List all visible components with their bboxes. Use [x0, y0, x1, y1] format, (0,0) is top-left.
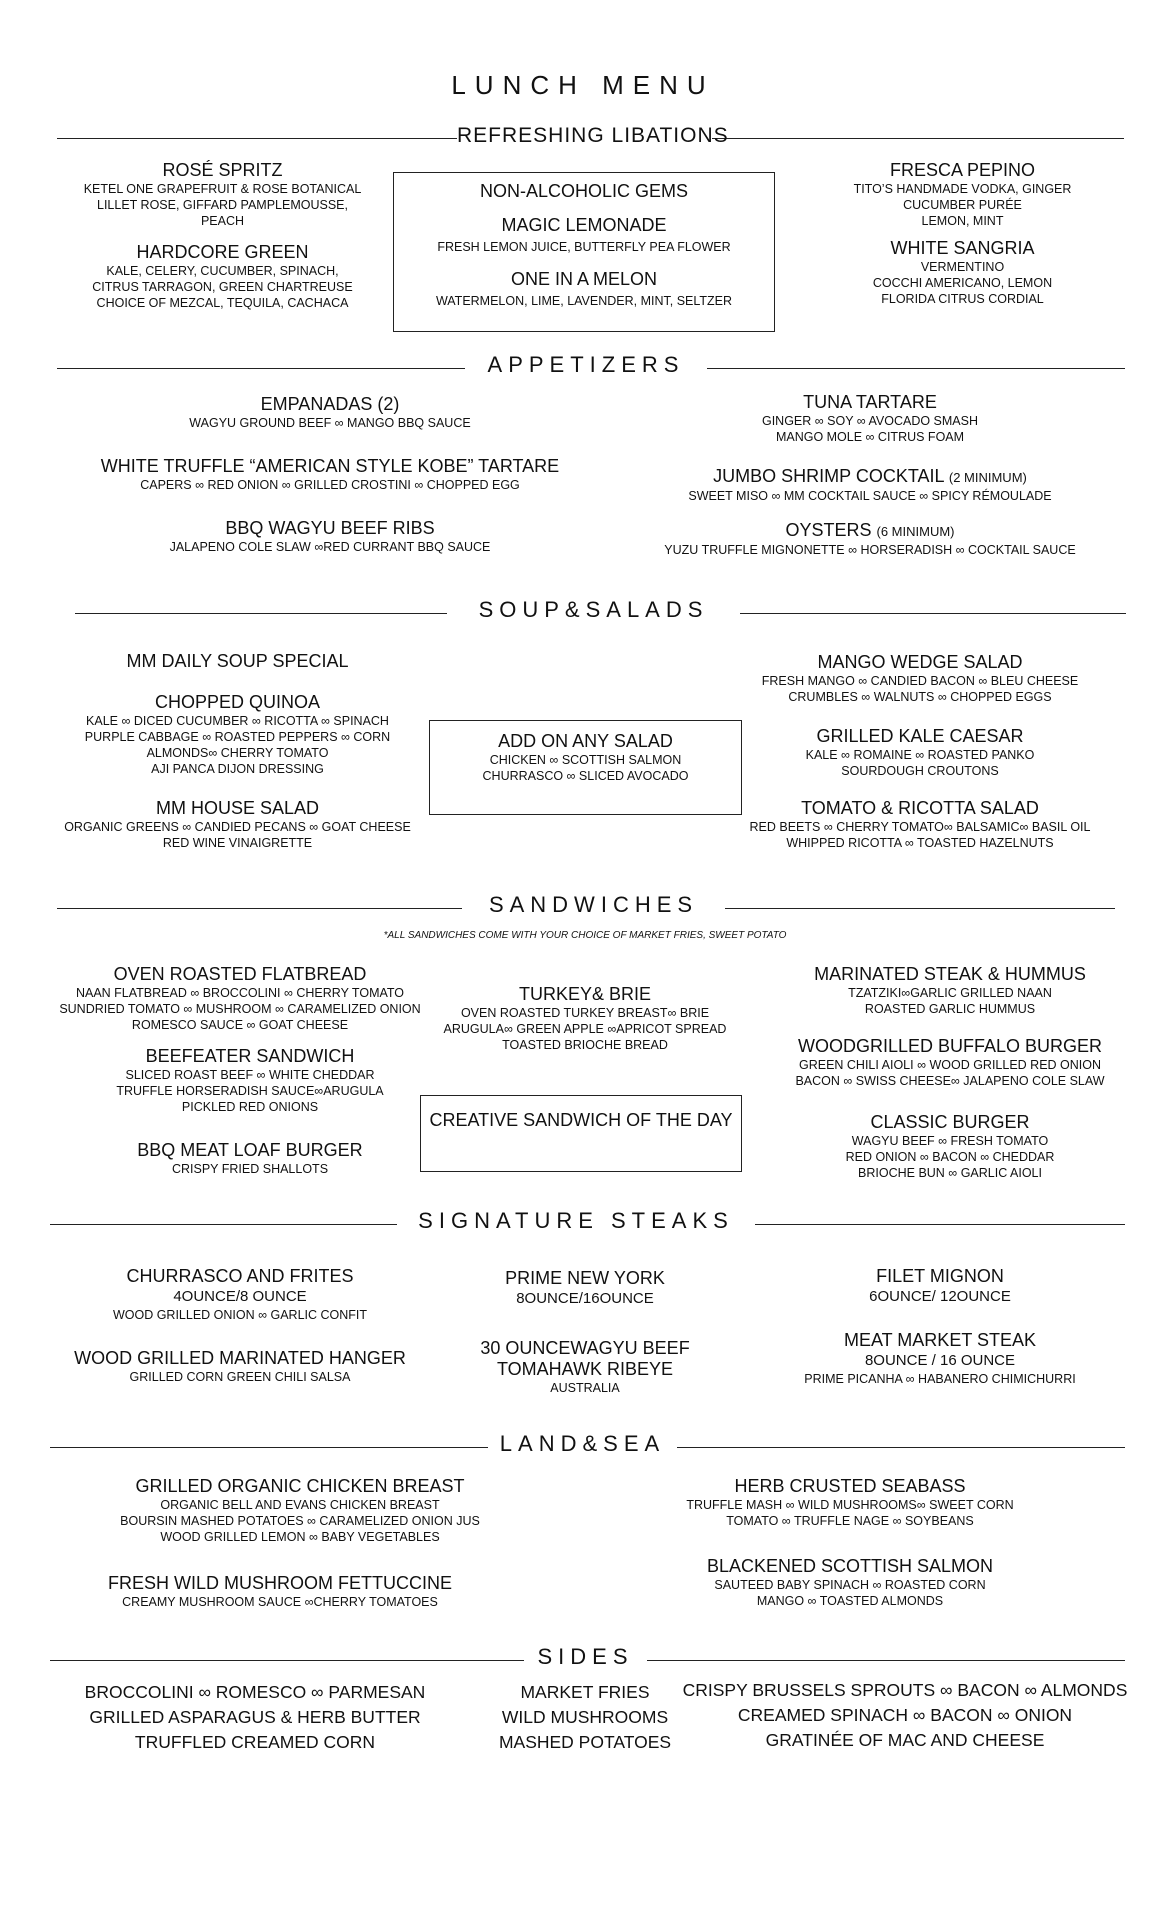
item-name: CHOPPED QUINOA [154, 692, 321, 712]
item-name: MM DAILY SOUP SPECIAL [126, 651, 349, 671]
side-item: CRISPY BRUSSELS SPROUTS ∞ BACON ∞ ALMONDS [682, 1680, 1128, 1700]
item-name: FRESH WILD MUSHROOM FETTUCCINE [108, 1573, 452, 1593]
item-name: EMPANADAS (2) [260, 394, 400, 414]
item-size: 8OUNCE/16OUNCE [516, 1290, 654, 1307]
item-desc: CRISPY FRIED SHALLOTS [171, 1162, 329, 1176]
item-size: 8OUNCE / 16 OUNCE [864, 1352, 1016, 1369]
sandwich-flatbread [40, 964, 440, 1033]
sandwich-steak-hummus [760, 964, 1140, 1017]
item-name: FRESCA PEPINO [889, 160, 1036, 180]
item-qualifier: (2 MINIMUM) [948, 470, 1027, 485]
divider [725, 908, 1115, 909]
item-name: MM HOUSE SALAD [155, 798, 320, 818]
item-desc: CHOICE OF MEZCAL, TEQUILA, CACHACA [96, 296, 349, 310]
item-name: ROSÉ SPRITZ [162, 160, 283, 180]
sandwich-beefeater [60, 1046, 440, 1115]
menu-title: LUNCH MENU [451, 70, 715, 100]
item-name: GRILLED ORGANIC CHICKEN BREAST [135, 1476, 465, 1496]
item-name: BLACKENED SCOTTISH SALMON [706, 1556, 994, 1576]
divider [740, 613, 1126, 614]
item-desc: TRUFFLE MASH ∞ WILD MUSHROOMS∞ SWEET CORN [686, 1498, 1014, 1512]
item-desc: AUSTRALIA [550, 1381, 620, 1395]
salad-chopped-quinoa [50, 692, 425, 777]
main-scottish-salmon [660, 1556, 1040, 1609]
item-name: ONE IN A MELON [510, 269, 658, 289]
item-desc: BACON ∞ SWISS CHEESE∞ JALAPENO COLE SLAW [795, 1074, 1105, 1088]
item-name: MAGIC LEMONADE [501, 215, 667, 235]
side-item: GRILLED ASPARAGUS & HERB BUTTER [89, 1707, 421, 1727]
section-title-soup-salads: SOUP&SALADS [447, 597, 740, 623]
side-item: MASHED POTATOES [498, 1732, 672, 1752]
item-desc: PICKLED RED ONIONS [181, 1100, 319, 1114]
item-desc: COCCHI AMERICANO, LEMON [872, 276, 1053, 290]
salad-mango-wedge [740, 652, 1100, 705]
item-desc: GRILLED CORN GREEN CHILI SALSA [129, 1370, 351, 1384]
item-desc: RED ONION ∞ BACON ∞ CHEDDAR [845, 1150, 1055, 1164]
item-qualifier: (6 MINIMUM) [876, 524, 955, 539]
appetizer-truffle-tartare [60, 456, 600, 493]
item-desc: FLORIDA CITRUS CORDIAL [881, 292, 1044, 306]
item-name: WHITE SANGRIA [890, 238, 1035, 258]
side-item: MARKET FRIES [520, 1682, 650, 1702]
item-desc: PRIME PICANHA ∞ HABANERO CHIMICHURRI [804, 1372, 1076, 1386]
item-name: CLASSIC BURGER [870, 1112, 1030, 1132]
item-desc: TZATZIKI∞GARLIC GRILLED NAAN [848, 986, 1052, 1000]
item-desc: WATERMELON, LIME, LAVENDER, MINT, SELTZER [435, 294, 733, 308]
section-title-land-sea: LAND&SEA [488, 1431, 677, 1457]
steak-tomahawk [430, 1338, 740, 1396]
item-desc: CAPERS ∞ RED ONION ∞ GRILLED CROSTINI ∞ CHOPPED EGG [140, 478, 520, 492]
item-desc: PEACH [200, 214, 245, 228]
item-size: 4OUNCE/8 OUNCE [173, 1288, 307, 1305]
item-name: TURKEY& BRIE [518, 984, 652, 1004]
section-title-appetizers: APPETIZERS [465, 352, 707, 378]
item-desc: TRUFFLE HORSERADISH SAUCE∞ARUGULA [116, 1084, 384, 1098]
steak-filet-mignon [770, 1266, 1110, 1307]
main-chicken-breast [100, 1476, 500, 1545]
divider [50, 1224, 397, 1225]
item-name: BEEFEATER SANDWICH [145, 1046, 355, 1066]
item-desc: FRESH LEMON JUICE, BUTTERFLY PEA FLOWER [437, 240, 731, 254]
item-desc: CHURRASCO ∞ SLICED AVOCADO [482, 769, 689, 783]
sides-right-column [680, 1678, 1130, 1753]
item-desc: AJI PANCA DIJON DRESSING [151, 762, 324, 776]
item-desc: MANGO ∞ TOASTED ALMONDS [756, 1594, 944, 1608]
item-desc: LILLET ROSE, GIFFARD PAMPLEMOUSSE, [97, 198, 348, 212]
salad-tomato-ricotta [730, 798, 1110, 851]
item-desc: SOURDOUGH CROUTONS [841, 764, 999, 778]
item-name: TOMATO & RICOTTA SALAD [801, 798, 1039, 818]
item-desc: GREEN CHILI AIOLI ∞ WOOD GRILLED RED ONION [798, 1058, 1102, 1072]
divider [50, 1447, 488, 1448]
divider [677, 1447, 1125, 1448]
item-desc: NAAN FLATBREAD ∞ BROCCOLINI ∞ CHERRY TOMATO [75, 986, 405, 1000]
side-item: GRATINÉE OF MAC AND CHEESE [765, 1730, 1045, 1750]
sandwich-turkey-brie [430, 984, 740, 1053]
item-desc: RED WINE VINAIGRETTE [162, 836, 313, 850]
appetizer-empanadas [60, 394, 600, 431]
appetizer-oysters [620, 520, 1120, 558]
sides-left-column [60, 1680, 450, 1755]
item-desc: SLICED ROAST BEEF ∞ WHITE CHEDDAR [125, 1068, 375, 1082]
add-on-salad-box [429, 720, 742, 815]
item-name: PRIME NEW YORK [505, 1268, 665, 1288]
item-desc: TOASTED BRIOCHE BREAD [502, 1038, 668, 1052]
item-desc: CITRUS TARRAGON, GREEN CHARTREUSE [92, 280, 353, 294]
item-desc: WOOD GRILLED ONION ∞ GARLIC CONFIT [112, 1308, 368, 1322]
item-name: TOMAHAWK RIBEYE [496, 1359, 674, 1379]
appetizer-tuna-tartare [620, 392, 1120, 445]
item-desc: ROMESCO SAUCE ∞ GOAT CHEESE [131, 1018, 349, 1032]
item-desc: WHIPPED RICOTTA ∞ TOASTED HAZELNUTS [786, 836, 1054, 850]
item-desc: VERMENTINO [920, 260, 1005, 274]
item-name: MEAT MARKET STEAK [843, 1330, 1037, 1350]
item-desc: BOURSIN MASHED POTATOES ∞ CARAMELIZED ONION JUS [120, 1514, 480, 1528]
item-desc: CRUMBLES ∞ WALNUTS ∞ CHOPPED EGGS [788, 690, 1052, 704]
salad-mm-house [40, 798, 435, 851]
item-desc: TOMATO ∞ TRUFFLE NAGE ∞ SOYBEANS [726, 1514, 974, 1528]
item-desc: ORGANIC BELL AND EVANS CHICKEN BREAST [160, 1498, 440, 1512]
item-desc: WAGYU GROUND BEEF ∞ MANGO BBQ SAUCE [189, 416, 471, 430]
item-desc: YUZU TRUFFLE MIGNONETTE ∞ HORSERADISH ∞ COCKTAIL SAUCE [664, 543, 1076, 557]
steak-hanger [40, 1348, 440, 1385]
item-name: JUMBO SHRIMP COCKTAIL [713, 466, 944, 486]
item-desc: KETEL ONE GRAPEFRUIT & ROSE BOTANICAL [83, 182, 362, 196]
divider [75, 613, 447, 614]
item-desc: KALE, CELERY, CUCUMBER, SPINACH, [106, 264, 339, 278]
section-title-sandwiches: SANDWICHES [462, 892, 725, 918]
item-desc: JALAPENO COLE SLAW ∞RED CURRANT BBQ SAUCE [169, 540, 491, 554]
steak-churrasco [40, 1266, 440, 1323]
item-name: WOODGRILLED BUFFALO BURGER [797, 1036, 1103, 1056]
item-desc: PURPLE CABBAGE ∞ ROASTED PEPPERS ∞ CORN [84, 730, 391, 744]
item-desc: ARUGULA∞ GREEN APPLE ∞APRICOT SPREAD [443, 1022, 727, 1036]
divider [755, 1224, 1125, 1225]
item-name: GRILLED KALE CAESAR [816, 726, 1024, 746]
item-desc: LEMON, MINT [921, 214, 1004, 228]
steak-prime-new-york [430, 1268, 740, 1309]
item-desc: WOOD GRILLED LEMON ∞ BABY VEGETABLES [160, 1530, 440, 1544]
item-desc: MANGO MOLE ∞ CITRUS FOAM [775, 430, 965, 444]
item-name: BBQ MEAT LOAF BURGER [137, 1140, 363, 1160]
sandwich-buffalo-burger [760, 1036, 1140, 1089]
section-title-sides: SIDES [524, 1644, 647, 1670]
item-desc: FRESH MANGO ∞ CANDIED BACON ∞ BLEU CHEESE [761, 674, 1079, 688]
main-mushroom-fettuccine [80, 1573, 480, 1610]
drink-fresca-pepino [800, 160, 1125, 229]
sandwich-meatloaf-burger [60, 1140, 440, 1177]
sandwich-note: *ALL SANDWICHES COME WITH YOUR CHOICE OF MARKET FRIES, SWEET POTATO [383, 930, 787, 941]
non-alcoholic-box [393, 172, 775, 332]
creative-sandwich-box [420, 1095, 742, 1172]
item-desc: BRIOCHE BUN ∞ GARLIC AIOLI [858, 1166, 1042, 1180]
item-name: ADD ON ANY SALAD [498, 731, 673, 751]
section-title-libations: REFRESHING LIBATIONS [457, 124, 729, 147]
soup-daily-special [50, 651, 425, 672]
divider [57, 908, 462, 909]
item-name: BBQ WAGYU BEEF RIBS [225, 518, 435, 538]
item-desc: GINGER ∞ SOY ∞ AVOCADO SMASH [761, 414, 978, 428]
item-desc: KALE ∞ DICED CUCUMBER ∞ RICOTTA ∞ SPINACH [86, 714, 389, 728]
appetizer-shrimp-cocktail [620, 466, 1120, 504]
section-title-signature-steaks: SIGNATURE STEAKS [397, 1208, 755, 1234]
drink-white-sangria [800, 238, 1125, 307]
item-name: 30 OUNCEWAGYU BEEF [480, 1338, 690, 1358]
salad-kale-caesar [740, 726, 1100, 779]
side-item: TRUFFLED CREAMED CORN [134, 1732, 376, 1752]
item-desc: CHICKEN ∞ SCOTTISH SALMON [489, 753, 682, 767]
drink-hardcore-green [60, 242, 385, 311]
item-desc: KALE ∞ ROMAINE ∞ ROASTED PANKO [805, 748, 1035, 762]
side-item: WILD MUSHROOMS [501, 1707, 669, 1727]
steak-meat-market [770, 1330, 1110, 1387]
sides-middle-column [465, 1680, 705, 1755]
item-size: 6OUNCE/ 12OUNCE [869, 1288, 1011, 1305]
item-name: TUNA TARTARE [803, 392, 937, 412]
divider [707, 368, 1125, 369]
item-name: HERB CRUSTED SEABASS [734, 1476, 966, 1496]
item-desc: ROASTED GARLIC HUMMUS [864, 1002, 1036, 1016]
item-name: MARINATED STEAK & HUMMUS [814, 964, 1086, 984]
divider [57, 138, 457, 139]
item-desc: TITO’S HANDMADE VODKA, GINGER [853, 182, 1072, 196]
item-desc: CUCUMBER PURÉE [903, 198, 1022, 212]
divider [57, 368, 465, 369]
item-name: CHURRASCO AND FRITES [126, 1266, 354, 1286]
item-name: OVEN ROASTED FLATBREAD [113, 964, 367, 984]
item-desc: ALMONDS∞ CHERRY TOMATO [146, 746, 329, 760]
appetizer-bbq-ribs [60, 518, 600, 555]
item-desc: SWEET MISO ∞ MM COCKTAIL SAUCE ∞ SPICY RÉMOULADE [688, 489, 1052, 503]
drink-rose-spritz [60, 160, 385, 229]
item-desc: SAUTEED BABY SPINACH ∞ ROASTED CORN [714, 1578, 986, 1592]
item-desc: ORGANIC GREENS ∞ CANDIED PECANS ∞ GOAT CHEESE [64, 820, 411, 834]
item-name: WOOD GRILLED MARINATED HANGER [74, 1348, 406, 1368]
item-desc: SUNDRIED TOMATO ∞ MUSHROOM ∞ CARAMELIZED ONION [59, 1002, 421, 1016]
item-desc: RED BEETS ∞ CHERRY TOMATO∞ BALSAMIC∞ BASIL OIL [749, 820, 1091, 834]
item-name: WHITE TRUFFLE “AMERICAN STYLE KOBE” TARTARE [100, 456, 560, 476]
item-name: OYSTERS [785, 520, 872, 540]
item-desc: OVEN ROASTED TURKEY BREAST∞ BRIE [460, 1006, 710, 1020]
item-name: MANGO WEDGE SALAD [817, 652, 1023, 672]
side-item: CREAMED SPINACH ∞ BACON ∞ ONION [737, 1705, 1073, 1725]
item-desc: WAGYU BEEF ∞ FRESH TOMATO [851, 1134, 1049, 1148]
sandwich-classic-burger [760, 1112, 1140, 1181]
side-item: BROCCOLINI ∞ ROMESCO ∞ PARMESAN [84, 1682, 426, 1702]
divider [647, 1660, 1125, 1661]
na-heading: NON-ALCOHOLIC GEMS [479, 181, 689, 201]
item-name: HARDCORE GREEN [136, 242, 309, 262]
item-name: CREATIVE SANDWICH OF THE DAY [429, 1110, 733, 1130]
main-herb-seabass [660, 1476, 1040, 1529]
divider [712, 138, 1124, 139]
item-desc: CREAMY MUSHROOM SAUCE ∞CHERRY TOMATOES [122, 1595, 438, 1609]
divider [50, 1660, 524, 1661]
item-name: FILET MIGNON [876, 1266, 1004, 1286]
